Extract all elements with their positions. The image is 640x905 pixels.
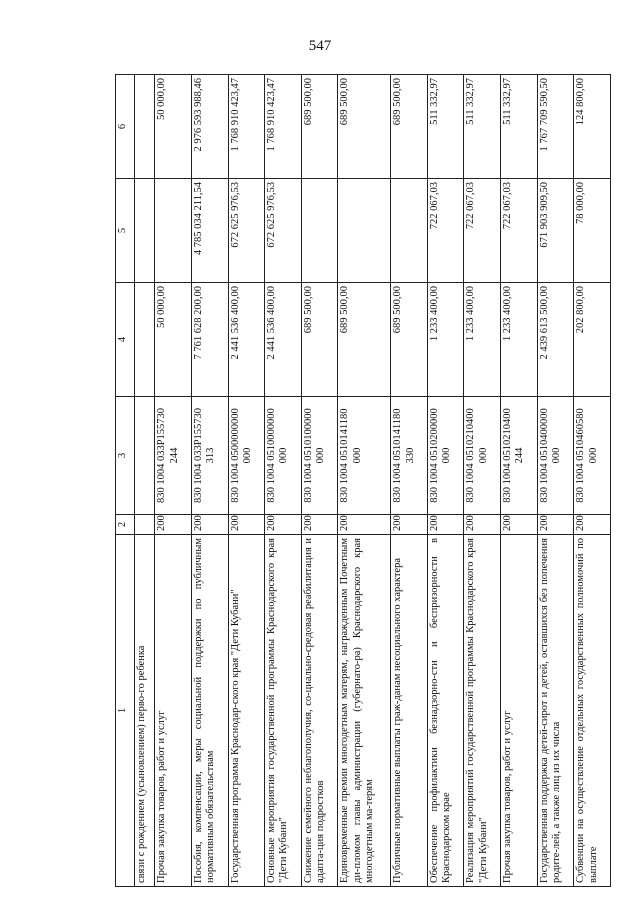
row-kbk-cell: 830 1004 0510100000 000 [301, 397, 338, 515]
row-value-cell: 1 233 400,00 [427, 283, 464, 397]
row-value-cell: 4 785 034 211,54 [191, 179, 228, 283]
row-value-cell: 671 903 909,50 [537, 179, 574, 283]
row-value-cell: 1 768 910 423,47 [228, 75, 265, 179]
row-name-cell: Прочая закупка товаров, работ и услуг [501, 535, 538, 887]
row-kbk-cell: 830 1004 0510400000 000 [537, 397, 574, 515]
row-code-cell: 200 [427, 515, 464, 535]
table-row [265, 75, 302, 887]
row-value-cell: 722 067,03 [501, 179, 538, 283]
row-value-cell: 2 976 593 988,46 [191, 75, 228, 179]
row-kbk-cell: 830 1004 0510210400 244 [501, 397, 538, 515]
table-row [464, 75, 501, 887]
table-row [501, 75, 538, 887]
row-value-cell: 1 233 400,00 [464, 283, 501, 397]
budget-table [115, 74, 611, 887]
row-name-cell: Реализация мероприятий государственной программы Краснодарского края "Дети Кубани" [464, 535, 501, 887]
header-cell: 4 [116, 283, 135, 397]
header-cell: 2 [116, 515, 135, 535]
row-code-cell [135, 515, 155, 535]
row-name-cell: Единовременные премии многодетным матерям, награжденным Почетным ди-пломом главы администрации (губернато-ра) Краснодарского края многодетным ма-терям [338, 535, 391, 887]
row-kbk-cell: 830 1004 033Р155730 313 [191, 397, 228, 515]
row-value-cell: 1 767 709 590,50 [537, 75, 574, 179]
row-code-cell: 200 [338, 515, 391, 535]
row-value-cell: 722 067,03 [464, 179, 501, 283]
row-value-cell: 672 625 976,53 [265, 179, 302, 283]
row-value-cell [135, 75, 155, 179]
row-value-cell: 672 625 976,53 [228, 179, 265, 283]
row-name-cell: Пособия, компенсации, меры социальной поддержки по публичным нормативным обязательствам [191, 535, 228, 887]
row-value-cell: 689 500,00 [391, 283, 428, 397]
row-code-cell: 200 [301, 515, 338, 535]
table-row [301, 75, 338, 887]
row-value-cell: 2 441 536 400,00 [265, 283, 302, 397]
row-name-cell: Основные мероприятия государственной программы Краснодарского края "Дети Кубани" [265, 535, 302, 887]
row-value-cell [135, 283, 155, 397]
row-code-cell: 200 [191, 515, 228, 535]
page-number: 547 [308, 38, 332, 54]
row-kbk-cell: 830 1004 0510210400 000 [464, 397, 501, 515]
row-name-cell: Публичные нормативные выплаты граж-данам несоциального характера [391, 535, 428, 887]
row-value-cell: 689 500,00 [391, 75, 428, 179]
row-code-cell: 200 [265, 515, 302, 535]
row-code-cell: 200 [501, 515, 538, 535]
row-value-cell: 511 332,97 [501, 75, 538, 179]
row-value-cell: 689 500,00 [301, 75, 338, 179]
table-row [135, 75, 155, 887]
row-kbk-cell: 830 1004 0510141180 330 [391, 397, 428, 515]
row-name-cell: Государственная поддержка детей-сирот и детей, оставшихся без попечения родите-лей, а также лиц из их числа [537, 535, 574, 887]
row-name-cell: Государственная программа Краснодар-ского края "Дети Кубани" [228, 535, 265, 887]
row-value-cell: 2 439 613 500,00 [537, 283, 574, 397]
row-code-cell: 200 [228, 515, 265, 535]
row-kbk-cell: 830 1004 0510141180 000 [338, 397, 391, 515]
table-row [191, 75, 228, 887]
row-value-cell: 2 441 536 400,00 [228, 283, 265, 397]
row-kbk-cell [135, 397, 155, 515]
row-kbk-cell: 830 1004 0510460580 000 [574, 397, 611, 515]
row-code-cell: 200 [391, 515, 428, 535]
rotated-table-container [115, 75, 611, 887]
row-value-cell [338, 179, 391, 283]
row-code-cell: 200 [155, 515, 192, 535]
row-value-cell [155, 179, 192, 283]
row-value-cell: 202 800,00 [574, 283, 611, 397]
table-row [228, 75, 265, 887]
table-row [537, 75, 574, 887]
row-value-cell: 689 500,00 [301, 283, 338, 397]
row-value-cell: 511 332,97 [427, 75, 464, 179]
table-row [155, 75, 192, 887]
row-kbk-cell: 830 1004 033Р155730 244 [155, 397, 192, 515]
header-cell: 1 [116, 535, 135, 887]
table-row [338, 75, 391, 887]
row-value-cell: 50 000,00 [155, 283, 192, 397]
row-code-cell: 200 [464, 515, 501, 535]
row-value-cell: 78 000,00 [574, 179, 611, 283]
row-value-cell: 689 500,00 [338, 75, 391, 179]
row-value-cell: 1 768 910 423,47 [265, 75, 302, 179]
row-value-cell [391, 179, 428, 283]
header-cell: 3 [116, 397, 135, 515]
row-value-cell: 511 332,97 [464, 75, 501, 179]
row-value-cell: 722 067,03 [427, 179, 464, 283]
row-kbk-cell: 830 1004 0500000000 000 [228, 397, 265, 515]
row-name-cell: Обеспечение профилактики безнадзорно-сти и беспризорности в Краснодарском крае [427, 535, 464, 887]
row-name-cell: Субвенции на осуществление отдельных государственных полномочий по выплате [574, 535, 611, 887]
row-code-cell: 200 [574, 515, 611, 535]
row-value-cell: 50 000,00 [155, 75, 192, 179]
table-row [391, 75, 428, 887]
row-value-cell: 689 500,00 [338, 283, 391, 397]
table-row [427, 75, 464, 887]
row-code-cell: 200 [537, 515, 574, 535]
table-row [574, 75, 611, 887]
row-value-cell [135, 179, 155, 283]
row-value-cell: 124 800,00 [574, 75, 611, 179]
row-kbk-cell: 830 1004 0510000000 000 [265, 397, 302, 515]
header-row [116, 75, 135, 887]
row-kbk-cell: 830 1004 0510200000 000 [427, 397, 464, 515]
row-name-cell: Снижение семейного неблагополучия, со-циально-средовая реабилитация и адапта-ция подростков [301, 535, 338, 887]
row-value-cell: 7 761 628 200,00 [191, 283, 228, 397]
row-name-cell: связи с рождением (усыновлением) перво-го ребенка [135, 535, 155, 887]
row-name-cell: Прочая закупка товаров, работ и услуг [155, 535, 192, 887]
row-value-cell: 1 233 400,00 [501, 283, 538, 397]
row-value-cell [301, 179, 338, 283]
header-cell: 5 [116, 179, 135, 283]
header-cell: 6 [116, 75, 135, 179]
